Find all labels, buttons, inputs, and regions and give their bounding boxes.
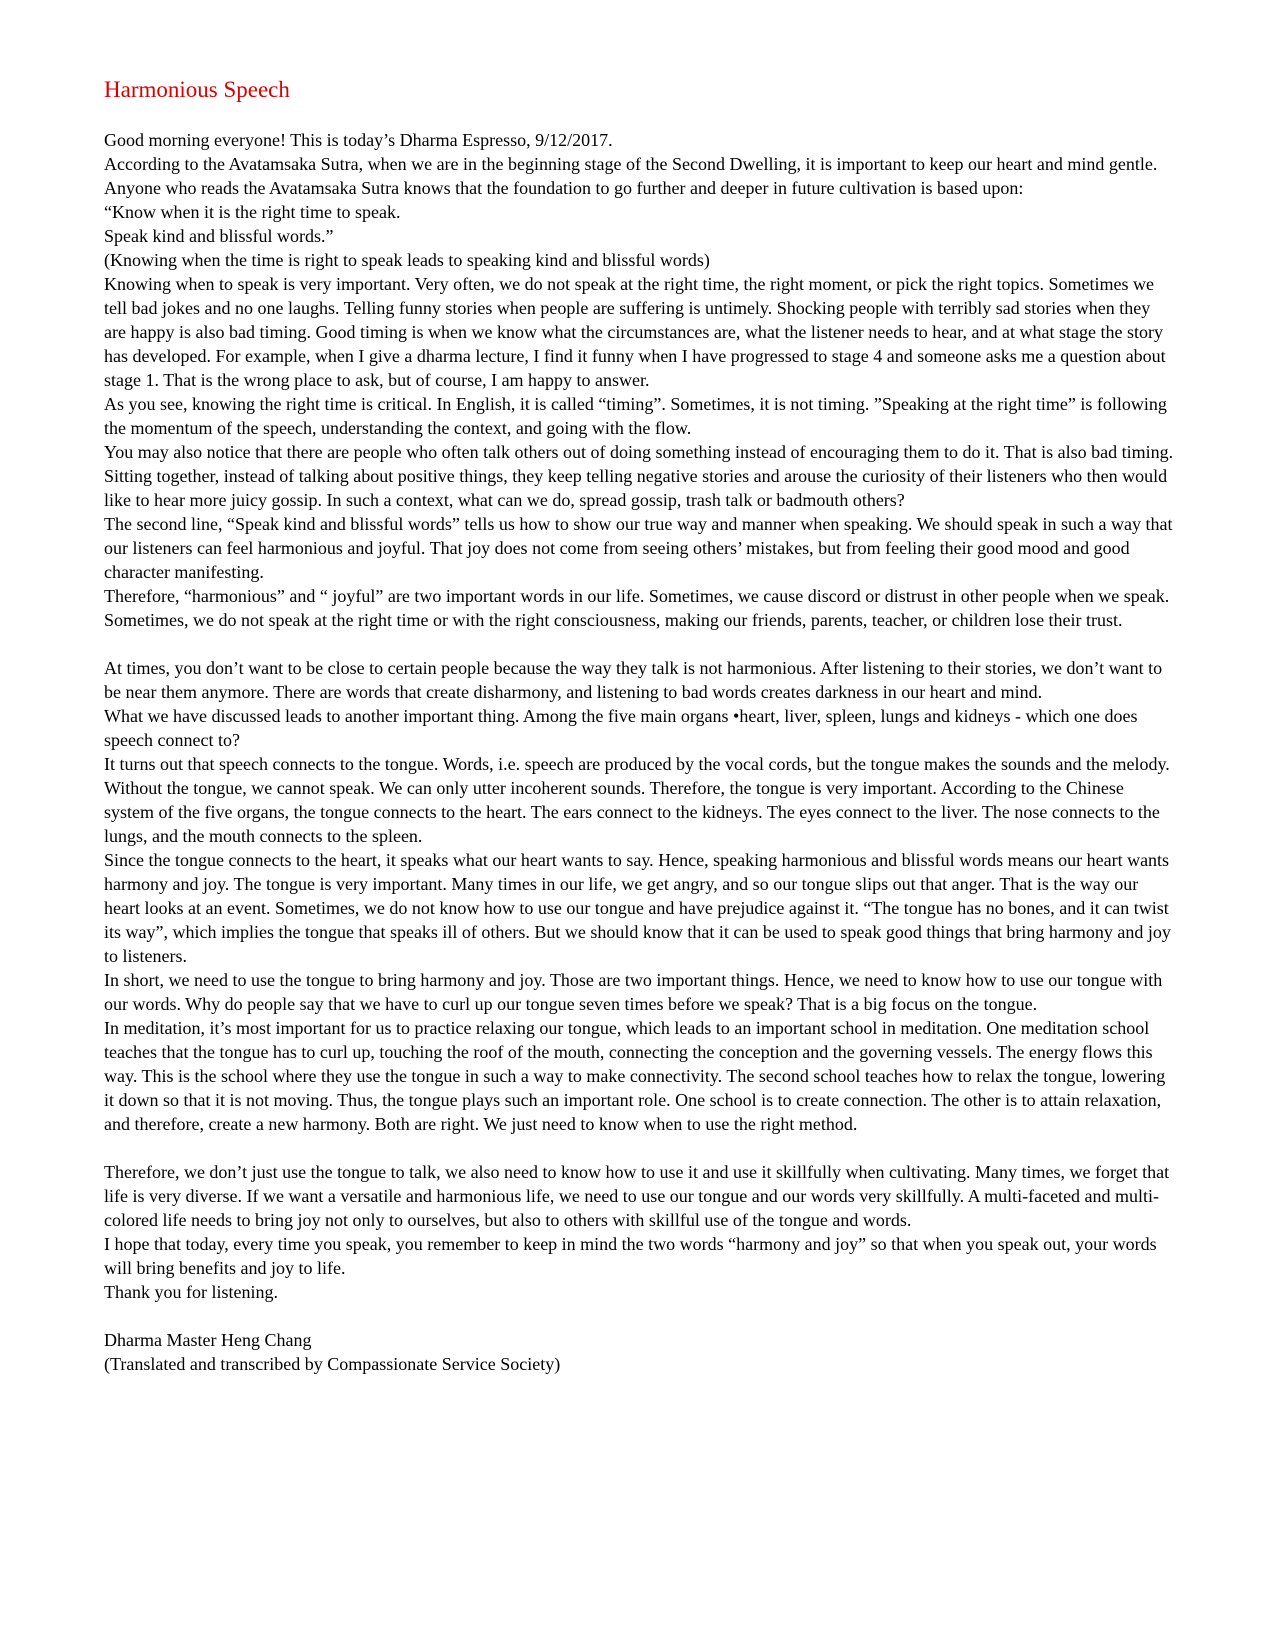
paragraph: In short, we need to use the tongue to bring harmony and joy. Those are two important things. Hence, we need to know how to use our tongue with our words. Why do people say that we have to curl up our tongue seven times before we speak? That is a big focus on the tongue. bbox=[104, 970, 1163, 1014]
paragraph: “Know when it is the right time to speak. bbox=[104, 202, 401, 222]
blank-line bbox=[104, 1304, 1174, 1328]
paragraph: As you see, knowing the right time is critical. In English, it is called “timing”. Sometimes, it is not timing. ”Speaking at the right time” is following the momentum of the speech, understanding the context, and going with the flow. bbox=[104, 394, 1167, 438]
paragraph: (Knowing when the time is right to speak leads to speaking kind and blissful words) bbox=[104, 250, 710, 270]
paragraph: Good morning everyone! This is today’s Dharma Espresso, 9/12/2017. bbox=[104, 130, 613, 150]
document-page bbox=[104, 76, 1174, 1376]
document-title: Harmonious Speech bbox=[104, 77, 290, 102]
paragraph: It turns out that speech connects to the tongue. Words, i.e. speech are produced by the vocal cords, but the tongue makes the sounds and the melody. Without the tongue, we cannot speak. We can only utter incoherent sounds. Therefore, the tongue is very important. According to the Chinese system of the five organs, the tongue connects to the heart. The ears connect to the kidneys. The eyes connect to the liver. The nose connects to the lungs, and the mouth connects to the spleen. bbox=[104, 754, 1170, 846]
paragraph: Speak kind and blissful words.” bbox=[104, 226, 334, 246]
blank-line bbox=[104, 632, 1174, 656]
paragraph: The second line, “Speak kind and blissful words” tells us how to show our true way and manner when speaking. We should speak in such a way that our listeners can feel harmonious and joyful. That joy does not come from seeing others’ mistakes, but from feeling their good mood and good character manifesting. bbox=[104, 514, 1173, 582]
paragraph: Therefore, “harmonious” and “ joyful” are two important words in our life. Sometimes, we cause discord or distrust in other people when we speak. Sometimes, we do not speak at the right time or with the right consciousness, making our friends, parents, teacher, or children lose their trust. bbox=[104, 586, 1170, 630]
blank-line bbox=[104, 1136, 1174, 1160]
paragraph: Since the tongue connects to the heart, it speaks what our heart wants to say. Hence, speaking harmonious and blissful words means our heart wants harmony and joy. The tongue is very important. Many times in our life, we get angry, and so our tongue slips out that anger. That is the way our heart looks at an event. Sometimes, we do not know how to use our tongue and have prejudice against it. “The tongue has no bones, and it can twist its way”, which implies the tongue that speaks ill of others. But we should know that it can be used to speak good things that bring harmony and joy to listeners. bbox=[104, 850, 1171, 966]
paragraph: At times, you don’t want to be close to certain people because the way they talk is not harmonious. After listening to their stories, we don’t want to be near them anymore. There are words that create disharmony, and listening to bad words creates darkness in our heart and mind. bbox=[104, 658, 1163, 702]
paragraph: In meditation, it’s most important for us to practice relaxing our tongue, which leads to an important school in meditation. One meditation school teaches that the tongue has to curl up, touching the roof of the mouth, connecting the conception and the governing vessels. The energy flows this way. This is the school where they use the tongue in such a way to make connectivity. The second school teaches how to relax the tongue, lowering it down so that it is not moving. Thus, the tongue plays such an important role. One school is to create connection. The other is to attain relaxation, and therefore, create a new harmony. Both are right. We just need to know when to use the right method. bbox=[104, 1018, 1166, 1134]
paragraph: (Translated and transcribed by Compassionate Service Society) bbox=[104, 1354, 561, 1374]
document-body bbox=[104, 128, 1174, 1376]
paragraph: Dharma Master Heng Chang bbox=[104, 1330, 312, 1350]
paragraph: Knowing when to speak is very important. Very often, we do not speak at the right time, the right moment, or pick the right topics. Sometimes we tell bad jokes and no one laughs. Telling funny stories when people are suffering is untimely. Shocking people with terribly sad stories when they are happy is also bad timing. Good timing is when we know what the circumstances are, what the listener needs to hear, and at what stage the story has developed. For example, when I give a dharma lecture, I find it funny when I have progressed to stage 4 and someone asks me a question about stage 1. That is the wrong place to ask, but of course, I am happy to answer. bbox=[104, 274, 1166, 390]
paragraph: Thank you for listening. bbox=[104, 1282, 278, 1302]
paragraph: What we have discussed leads to another important thing. Among the five main organs •heart, liver, spleen, lungs and kidneys - which one does speech connect to? bbox=[104, 706, 1138, 750]
paragraph: You may also notice that there are people who often talk others out of doing something instead of encouraging them to do it. That is also bad timing. Sitting together, instead of talking about positive things, they keep telling negative stories and arouse the curiosity of their listeners who then would like to hear more juicy gossip. In such a context, what can we do, spread gossip, trash talk or badmouth others? bbox=[104, 442, 1174, 510]
paragraph: According to the Avatamsaka Sutra, when we are in the beginning stage of the Second Dwelling, it is important to keep our heart and mind gentle. Anyone who reads the Avatamsaka Sutra knows that the foundation to go further and deeper in future cultivation is based upon: bbox=[104, 154, 1158, 198]
paragraph: I hope that today, every time you speak, you remember to keep in mind the two words “harmony and joy” so that when you speak out, your words will bring benefits and joy to life. bbox=[104, 1234, 1157, 1278]
paragraph: Therefore, we don’t just use the tongue to talk, we also need to know how to use it and use it skillfully when cultivating. Many times, we forget that life is very diverse. If we want a versatile and harmonious life, we need to use our tongue and our words very skillfully. A multi-faceted and multi-colored life needs to bring joy not only to ourselves, but also to others with skillful use of the tongue and words. bbox=[104, 1162, 1170, 1230]
